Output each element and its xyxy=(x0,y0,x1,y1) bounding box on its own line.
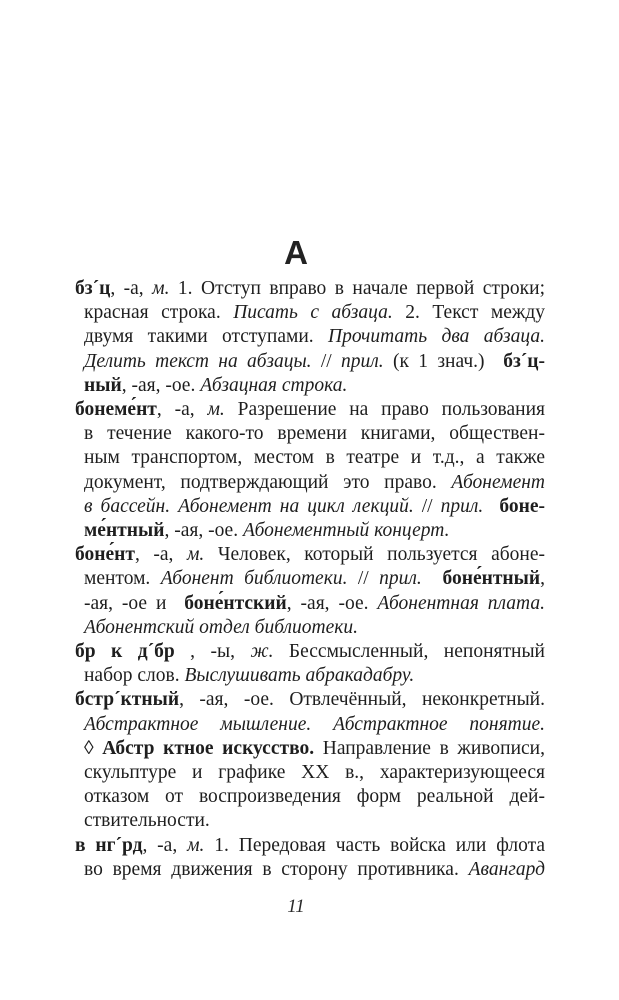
dictionary-entries xyxy=(75,277,545,882)
entry-line xyxy=(75,277,545,301)
headword-text: боне- xyxy=(499,495,546,517)
example-text: в бассейн. Абонемент на цикл лекций. xyxy=(84,495,414,517)
body-text: ментом. xyxy=(84,568,161,590)
example-text: Авангард xyxy=(468,858,545,880)
body-text: , -а, xyxy=(156,399,208,421)
body-text: документ, подтверждающий это право. xyxy=(84,471,452,493)
headword-text: бз´ц xyxy=(75,278,111,299)
body-text: , -а, xyxy=(134,544,187,566)
body-text: отказом от воспроизведения форм реальной дей- xyxy=(84,786,545,808)
body-text: , -ая, -ое. xyxy=(121,374,201,396)
example-text: Абонементный концерт. xyxy=(242,520,450,542)
entry-line xyxy=(84,737,545,761)
dictionary-entry xyxy=(75,834,545,882)
headword-text: боне́нтный xyxy=(442,568,541,590)
body-text: Человек, который пользуется абоне- xyxy=(204,544,545,566)
body-text: , -ая, -ое. xyxy=(286,592,378,614)
entry-line xyxy=(84,592,545,616)
entry-line xyxy=(84,350,545,374)
body-text: 2. Текст между xyxy=(392,302,545,324)
body-text: Разрешение на право пользования xyxy=(224,399,545,421)
headword-text: боне́нт xyxy=(75,544,135,566)
headword-text: боне́нтский xyxy=(184,592,287,614)
example-text: ж. xyxy=(250,641,274,663)
body-text: скульптуре и графике XX в., характеризующееся xyxy=(84,762,545,784)
body-text: // xyxy=(311,350,342,372)
example-text: Абонемент xyxy=(451,471,545,493)
headword-text: бр к д´бр xyxy=(75,641,175,663)
dictionary-entry xyxy=(75,543,545,640)
example-text: м. xyxy=(152,278,170,299)
entry-line xyxy=(75,834,545,858)
body-text: , xyxy=(540,568,546,590)
headword-text: бз´ц- xyxy=(503,350,545,372)
body-text: -ая, -ое и xyxy=(84,592,185,614)
entry-line xyxy=(84,446,545,470)
body-text: двумя такими отступами. xyxy=(84,326,328,348)
example-text: Абонент библиотеки. xyxy=(160,568,348,590)
entry-line xyxy=(84,785,545,809)
page-number: 11 xyxy=(287,896,305,917)
entry-line xyxy=(84,664,545,688)
body-text: // xyxy=(347,568,380,590)
entry-line xyxy=(84,495,545,519)
dictionary-entry xyxy=(75,688,545,833)
body-text: (к 1 знач.) xyxy=(383,350,504,372)
body-text: ным транспортом, местом в театре и т.д., а также xyxy=(84,447,545,469)
example-text: Абзацная строка. xyxy=(200,374,348,396)
example-text: Выслушивать абракадабру. xyxy=(184,665,415,687)
body-text: ствительности. xyxy=(84,810,210,832)
entry-line xyxy=(84,713,545,737)
body-text: , -ая, -ое. xyxy=(164,520,243,542)
headword-text: бстр´ктный xyxy=(75,689,180,711)
body-text: , -ы, xyxy=(174,641,251,663)
entry-line xyxy=(84,325,545,349)
entry-line xyxy=(84,519,545,543)
body-text: набор слов. xyxy=(84,665,185,687)
entry-line xyxy=(84,374,545,398)
body-text: 1. Отступ вправо в начале первой строки; xyxy=(169,278,545,299)
headword-text: ме́нтный xyxy=(84,520,165,542)
example-text: Абонентский отдел библиотеки. xyxy=(84,616,358,638)
entry-line xyxy=(75,543,545,567)
dictionary-entry xyxy=(75,398,545,543)
entry-line xyxy=(75,398,545,422)
body-text: во время движения в сторону противника. xyxy=(84,858,469,880)
entry-line xyxy=(84,567,545,591)
body-text: , -а, xyxy=(110,278,153,299)
body-text: , -а, xyxy=(142,834,188,856)
body-text: // xyxy=(413,495,441,517)
section-letter-heading: А xyxy=(284,234,308,271)
dictionary-entry xyxy=(75,277,545,398)
body-text: ◊ xyxy=(84,737,103,759)
entry-line xyxy=(75,640,545,664)
entry-line xyxy=(75,688,545,712)
entry-line xyxy=(84,761,545,785)
example-text: Абстрактное мышление. Абстрактное понятие. xyxy=(84,713,545,735)
body-text: 1. Передовая часть войска или флота xyxy=(204,834,545,856)
example-text: м. xyxy=(186,544,205,566)
body-text: красная строка. xyxy=(84,302,234,324)
headword-text: бонеме́нт xyxy=(75,399,157,421)
example-text: Прочитать два абзаца. xyxy=(327,326,545,348)
headword-text: в нг´рд xyxy=(75,834,143,856)
entry-line xyxy=(84,301,545,325)
headword-text: Абстр ктное искусство. xyxy=(102,737,315,759)
example-text: Делить текст на абзацы. xyxy=(84,350,312,372)
example-text: прил. xyxy=(440,495,484,517)
headword-text: ный xyxy=(84,374,122,396)
entry-line xyxy=(84,471,545,495)
body-text xyxy=(483,496,499,517)
body-text: в течение какого-то времени книгами, обществен- xyxy=(84,423,545,445)
body-text: , -ая, -ое. Отвлечённый, неконкретный. xyxy=(179,689,545,711)
example-text: Абонентная плата. xyxy=(377,592,545,614)
entry-line xyxy=(84,422,545,446)
body-text xyxy=(422,568,443,589)
example-text: прил. xyxy=(341,350,384,372)
body-text: Направление в живописи, xyxy=(314,737,545,759)
example-text: м. xyxy=(187,834,205,856)
example-text: Писать с абзаца. xyxy=(233,302,393,324)
entry-line xyxy=(84,616,545,640)
body-text: Бессмысленный, непонятный xyxy=(273,641,545,663)
example-text: прил. xyxy=(379,568,422,590)
dictionary-entry xyxy=(75,640,545,688)
entry-line xyxy=(84,858,545,882)
entry-line xyxy=(84,809,545,833)
example-text: м. xyxy=(207,399,225,421)
